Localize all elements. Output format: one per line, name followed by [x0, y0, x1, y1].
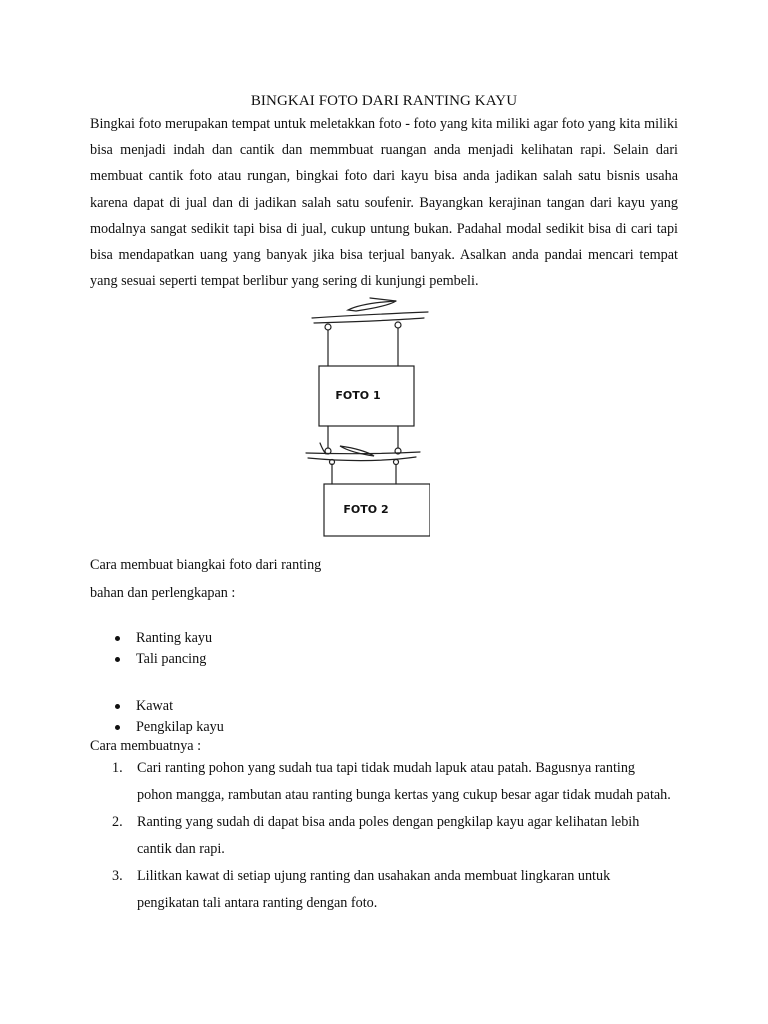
top-branch-twig: [370, 298, 396, 301]
materials-list-2: [112, 696, 224, 738]
step-item: [112, 809, 672, 863]
step-number: 3.: [112, 868, 123, 884]
steps-list: [112, 755, 672, 917]
top-right-loop: [395, 322, 401, 328]
step-text: Lilitkan kawat di setiap ujung ranting dan usahakan anda membuat lingkaran untuk pengikatan tali antara ranting dengan foto.: [137, 868, 611, 911]
step-text: Ranting yang sudah di dapat bisa anda poles dengan pengkilap kayu agar kelihatan lebih cantik dan rapi.: [137, 814, 640, 857]
top-branch: [312, 312, 428, 318]
mid-branch-leaf: [340, 446, 374, 456]
document-title: BINGKAI FOTO DARI RANTING KAYU: [250, 93, 518, 109]
top-branch-leaf: [348, 301, 396, 311]
step-text: Cari ranting pohon yang sudah tua tapi tidak mudah lapuk atau patah. Bagusnya ranting pohon mangga, rambutan atau ranting bunga kertas yang cukup besar agar tidak mudah patah.: [137, 760, 671, 803]
materials-list-1: [112, 628, 212, 670]
mid-branch-lower-edge: [308, 457, 416, 461]
step-number: 2.: [112, 814, 123, 830]
top-branch-lower-edge: [314, 318, 424, 323]
top-left-loop: [325, 324, 331, 330]
mid-branch: [306, 452, 420, 454]
step-item: [112, 863, 672, 917]
intro-paragraph: Bingkai foto merupakan tempat untuk meletakkan foto - foto yang kita miliki agar foto yang kita miliki bisa menjadi indah dan cantik dan memmbuat ruangan anda menjadi kelihatan rapi. Selain dari membuat cantik foto atau rungan, bingkai foto dari kayu bisa anda jadikan salah satu bisnis usaha karena dapat di jual dan di jadikan salah satu soufenir. Bayangkan kerajinan tangan dari kayu yang modalnya sangat sedikit tapi bisa di jual, cukup untung bukan. Padahal modal sedikit bisa di cari tapi bisa mendapatkan uang yang banyak jika bisa terjual banyak. Asalkan anda pandai mencari tempat yang sesuai seperti tempat berlibur yang sering di kunjungi pembeli.: [90, 116, 678, 290]
list-item: Ranting kayu: [112, 628, 212, 649]
materials-heading: bahan dan perlengkapan :: [90, 585, 236, 601]
frame-diagram: [300, 296, 430, 542]
how-to-heading: Cara membuat biangkai foto dari ranting: [90, 557, 322, 573]
step-number: 1.: [112, 760, 123, 776]
list-item: Pengkilap kayu: [112, 717, 224, 738]
frame-diagram-illustration: [300, 296, 430, 542]
steps-heading: Cara membuatnya :: [90, 738, 202, 754]
list-item: Kawat: [112, 696, 224, 717]
photo2-label: FOTO 2: [343, 503, 389, 516]
step-item: [112, 755, 672, 809]
list-item: Tali pancing: [112, 649, 212, 670]
mid-lower-right-loop: [394, 460, 399, 465]
mid-branch-twig: [320, 443, 326, 454]
photo1-label: FOTO 1: [335, 389, 381, 402]
